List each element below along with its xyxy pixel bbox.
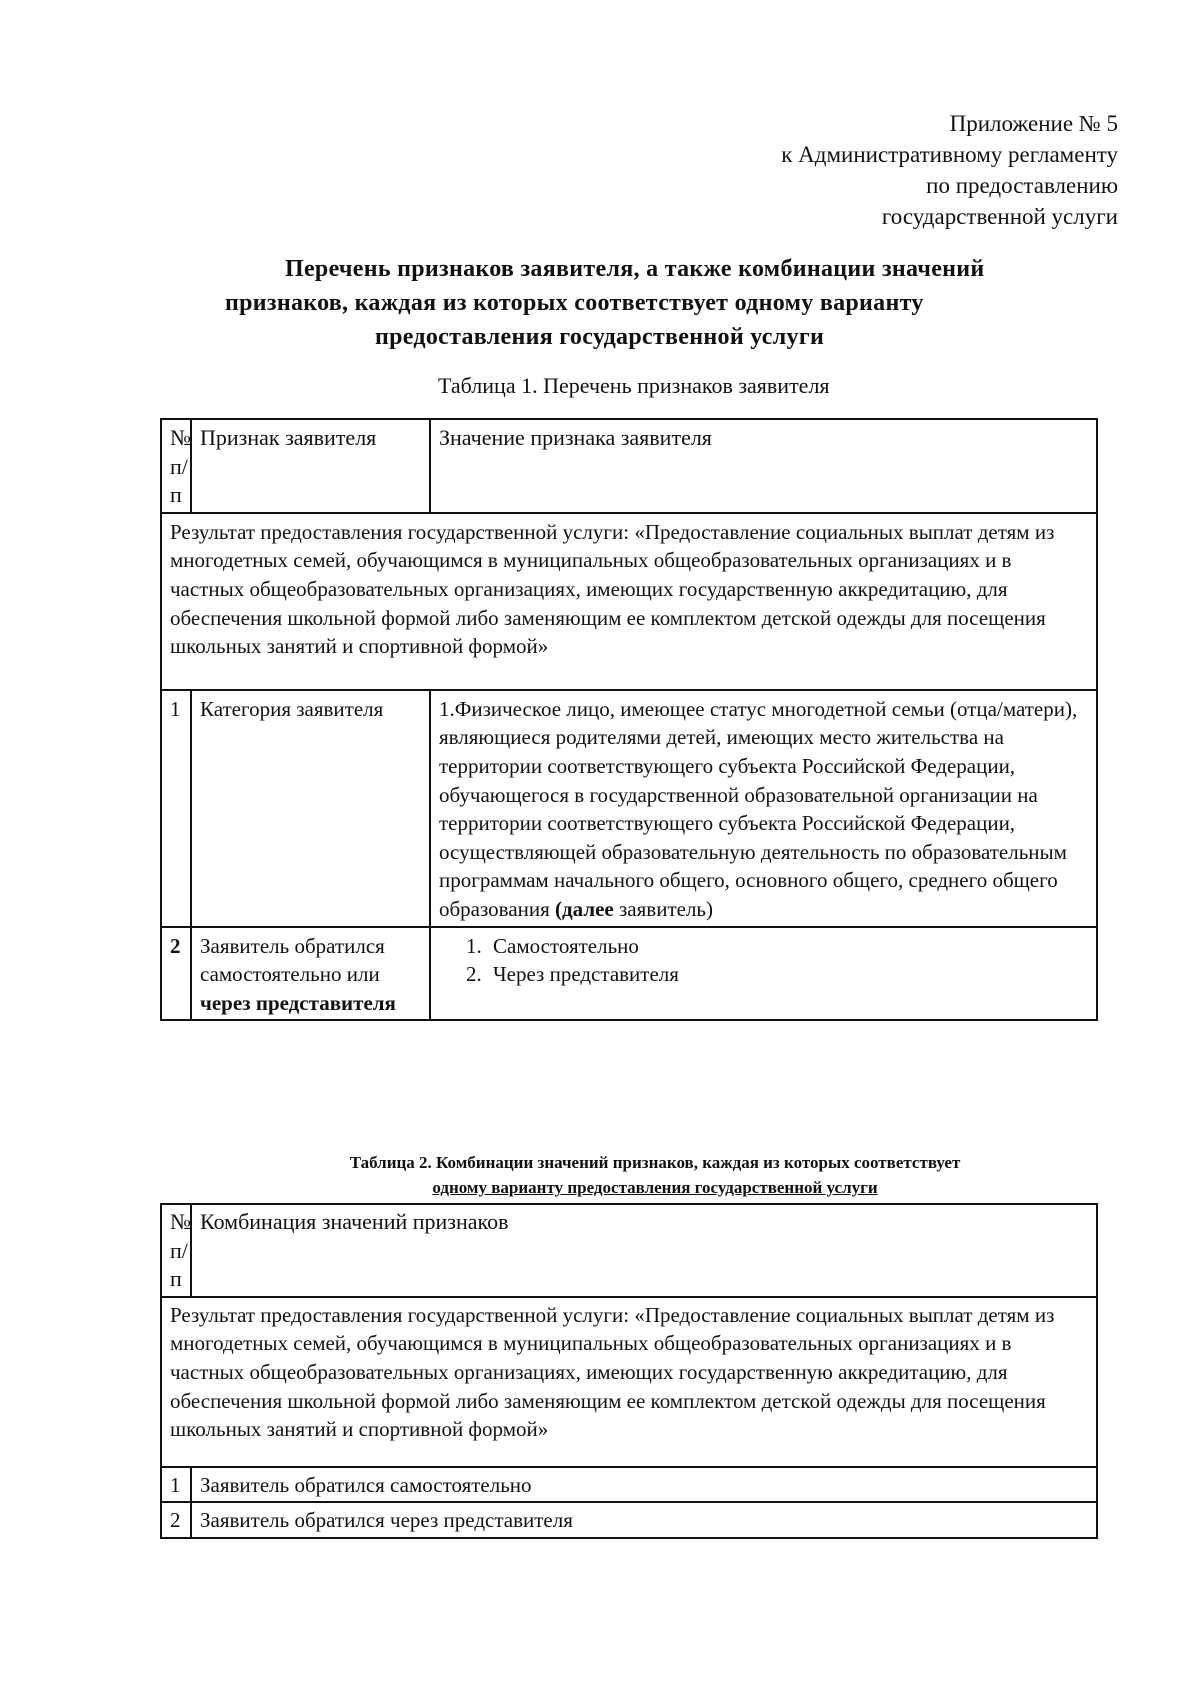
- table2-caption: [190, 1150, 1120, 1200]
- feature-text: Заявитель обратился самостоятельно или: [200, 933, 385, 987]
- caption-line: Таблица 2. Комбинации значений признаков, каждая из которых соответствует: [349, 1153, 961, 1172]
- header-num: № п/п: [161, 419, 191, 513]
- table-result-row: [161, 513, 1097, 690]
- appendix-line: Приложение № 5: [949, 111, 1118, 136]
- table-result-row: [161, 1297, 1097, 1467]
- applicant-features-table: [160, 418, 1098, 1021]
- row-value: [430, 690, 1097, 927]
- appendix-header: [518, 108, 1118, 232]
- row-num: 2: [161, 1502, 191, 1538]
- row-num: 1: [161, 1467, 191, 1503]
- title-line: предоставления государственной услуги: [375, 324, 825, 350]
- appendix-line: государственной услуги: [881, 204, 1118, 229]
- value-text: 1.Физическое лицо, имеющее статус многодетной семьи (отца/матери), являющиеся родителями детей, имеющих место жительства на территории соответствующего субъекта Российской Федерации, обучающегося в государственной образовательной организации на территории соответствующего субъекта Российской Федерации, осуществляющей образовательную деятельность по образовательным программам начального общего, основного общего, среднего общего образования: [439, 696, 1078, 921]
- row-num: 2: [161, 927, 191, 1021]
- header-value: Значение признака заявителя: [430, 419, 1097, 513]
- title-line: Перечень признаков заявителя, а также комбинации значений: [285, 256, 985, 282]
- table1-caption: Таблица 1. Перечень признаков заявителя: [438, 373, 830, 398]
- table-header-row: [161, 419, 1097, 513]
- table-header-row: [161, 1204, 1097, 1297]
- row-text: Заявитель обратился самостоятельно: [191, 1467, 1097, 1503]
- table-row: [161, 690, 1097, 927]
- row-num: 1: [161, 690, 191, 927]
- caption-line: одному варианту предоставления государственной услуги: [432, 1178, 878, 1197]
- list-item: 2. Через представителя: [487, 960, 1088, 989]
- row-text: Заявитель обратился через представителя: [191, 1502, 1097, 1538]
- table-row: [161, 927, 1097, 1021]
- value-tail: заявитель): [613, 896, 713, 921]
- table-row: [161, 1502, 1097, 1538]
- feature-tail: через представителя: [200, 990, 396, 1015]
- document-title: [160, 252, 1080, 354]
- appendix-line: по предоставлению: [926, 173, 1118, 198]
- value-tail-bold: (далее: [555, 896, 614, 921]
- options-list: [439, 932, 1088, 989]
- appendix-line: к Административному регламенту: [781, 142, 1118, 167]
- row-feature: Категория заявителя: [191, 690, 430, 927]
- title-line: признаков, каждая из которых соответствует одному варианту: [225, 290, 924, 316]
- header-feature: Признак заявителя: [191, 419, 430, 513]
- result-cell: Результат предоставления государственной услуги: «Предоставление социальных выплат детям из многодетных семей, обучающимся в муниципальных общеобразовательных организациях и в частных общеобразовательных организациях, имеющих государственную аккредитацию, для обеспечения школьной формой либо заменяющим ее комплектом детской одежды для посещения школьных занятий и спортивной формой»: [161, 513, 1097, 690]
- combinations-table: [160, 1203, 1098, 1539]
- result-cell: Результат предоставления государственной услуги: «Предоставление социальных выплат детям из многодетных семей, обучающимся в муниципальных общеобразовательных организациях и в частных общеобразовательных организациях, имеющих государственную аккредитацию, для обеспечения школьной формой либо заменяющим ее комплектом детской одежды для посещения школьных занятий и спортивной формой»: [161, 1297, 1097, 1467]
- header-combination: Комбинация значений признаков: [191, 1204, 1097, 1297]
- table-row: [161, 1467, 1097, 1503]
- row-value: [430, 927, 1097, 1021]
- list-item: 1. Самостоятельно: [487, 932, 1088, 961]
- header-num: № п/п: [161, 1204, 191, 1297]
- row-feature: [191, 927, 430, 1021]
